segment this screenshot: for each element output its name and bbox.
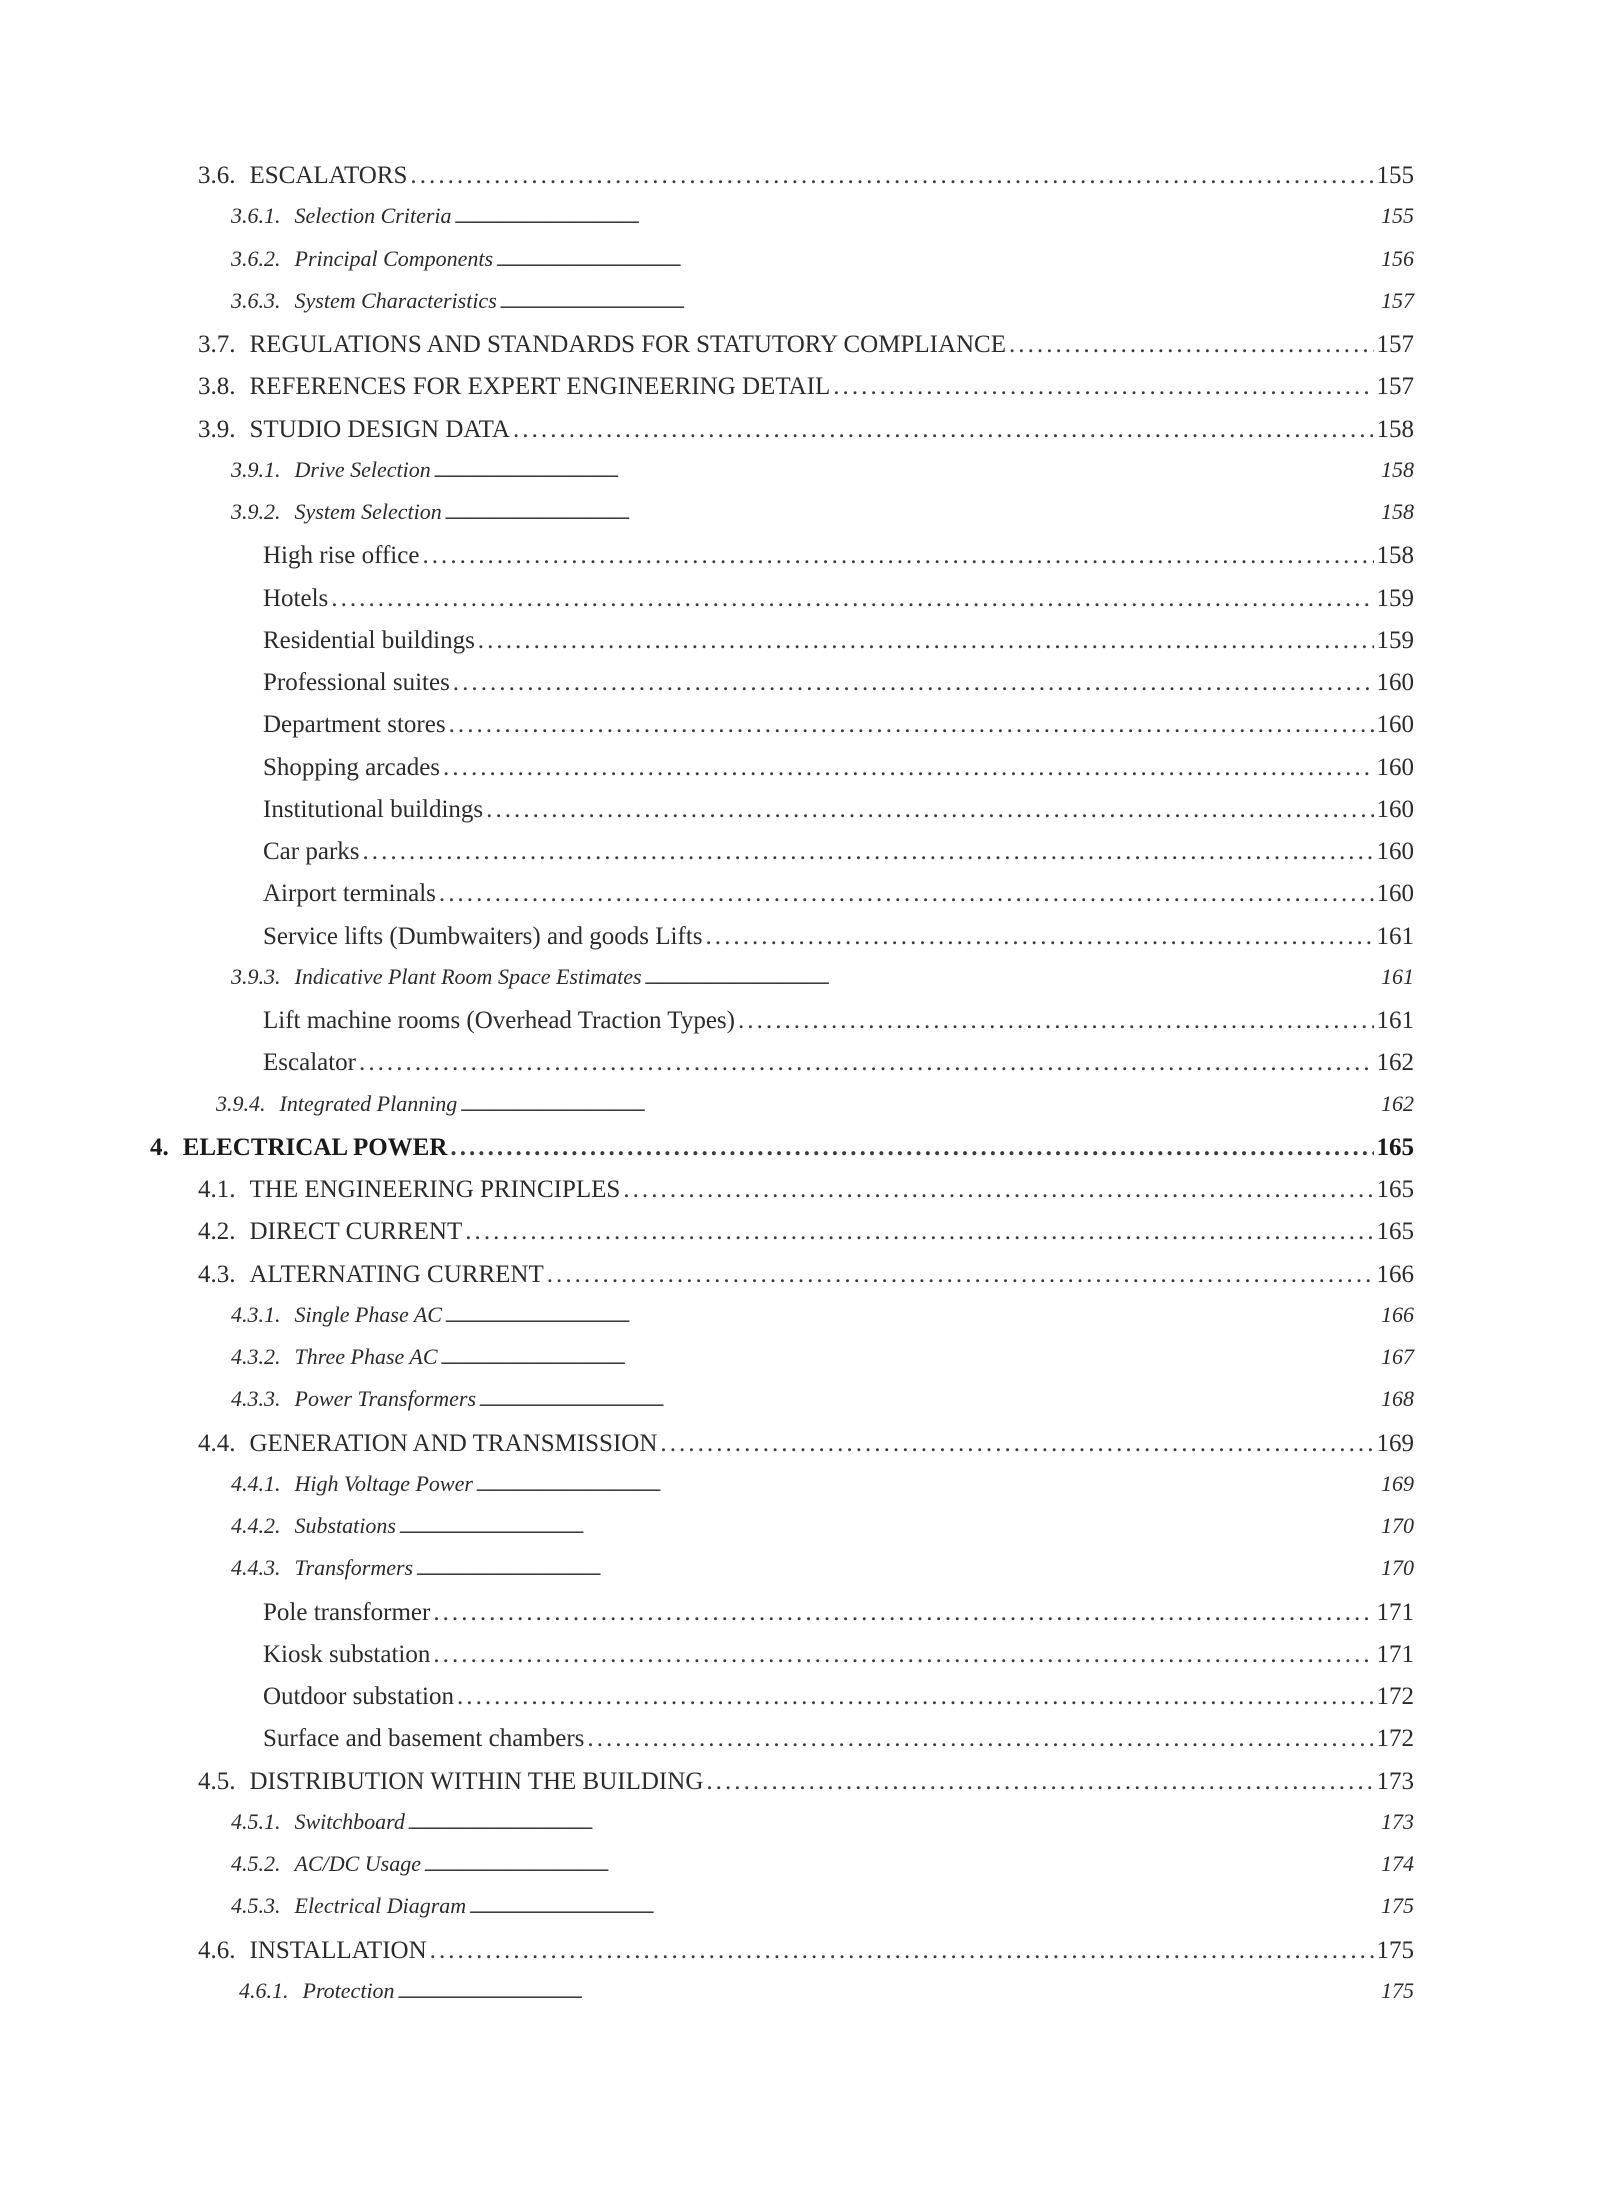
toc-entry-page-number: 170 <box>1381 1513 1414 1538</box>
toc-entry-page-number: 166 <box>1381 1301 1414 1327</box>
toc-entry[interactable] <box>198 1177 1414 1202</box>
toc-entry-page-number: 170 <box>1381 1555 1414 1581</box>
toc-entry-title: Escalator <box>263 1049 357 1077</box>
toc-entry-title: THE ENGINEERING PRINCIPLES <box>249 1176 621 1203</box>
toc-entry[interactable] <box>198 332 1414 357</box>
dot-leader <box>496 248 1378 270</box>
dot-leader <box>455 205 1378 227</box>
toc-entry[interactable] <box>263 543 1414 568</box>
toc-entry[interactable] <box>263 1726 1414 1751</box>
dot-leader <box>706 924 1374 949</box>
toc-entry[interactable] <box>263 839 1414 864</box>
toc-entry-title: Service lifts (Dumbwaiters) and goods Lifts <box>263 922 703 950</box>
toc-entry-title: Lift machine rooms (Overhead Traction Types) <box>263 1007 735 1034</box>
toc-entry-number: 4.6. <box>198 1936 236 1964</box>
dot-leader <box>587 1726 1373 1751</box>
toc-entry-page-number: 165 <box>1376 1133 1414 1161</box>
toc-entry[interactable] <box>263 586 1414 611</box>
toc-entry-title: Airport terminals <box>263 880 436 908</box>
toc-entry[interactable] <box>263 797 1414 822</box>
toc-entry-page-number: 160 <box>1376 669 1414 696</box>
toc-entry-title: DIRECT CURRENT <box>249 1218 463 1246</box>
dot-leader <box>738 1008 1374 1033</box>
toc-entry-page-number: 158 <box>1376 542 1414 570</box>
toc-entry[interactable] <box>263 1684 1414 1709</box>
dot-leader <box>457 1684 1374 1709</box>
toc-entry-page-number: 175 <box>1381 1977 1414 2003</box>
dot-leader <box>433 1642 1373 1667</box>
toc-entry-number: 3.9. <box>198 415 236 443</box>
toc-entry[interactable] <box>198 1219 1414 1244</box>
toc-entry-page-number: 160 <box>1376 711 1414 739</box>
toc-entry-page-number: 173 <box>1376 1767 1414 1795</box>
toc-entry-number: 4.1. <box>198 1176 236 1203</box>
dot-leader <box>479 1388 1378 1410</box>
toc-entry-title: Single Phase AC <box>294 1301 442 1327</box>
toc-entry[interactable] <box>231 245 1414 271</box>
toc-entry-title: Selection Criteria <box>294 203 452 229</box>
toc-entry-page-number: 171 <box>1376 1598 1414 1626</box>
dot-leader <box>433 1600 1373 1625</box>
toc-entry[interactable] <box>216 1090 1414 1116</box>
toc-entry-page-number: 174 <box>1381 1851 1414 1876</box>
toc-entry-title: Surface and basement chambers <box>263 1725 585 1753</box>
toc-entry-number: 3.7. <box>198 331 236 358</box>
toc-entry-page-number: 158 <box>1376 415 1414 443</box>
toc-entry-page-number: 160 <box>1376 795 1414 823</box>
toc-entry-page-number: 157 <box>1381 287 1414 313</box>
toc-entry[interactable] <box>198 163 1414 188</box>
toc-entry-page-number: 160 <box>1376 880 1414 908</box>
toc-entry-page-number: 158 <box>1381 456 1414 482</box>
toc-entry-page-number: 159 <box>1376 626 1414 654</box>
toc-entry-title: Hotels <box>263 584 329 612</box>
toc-entry-page-number: 168 <box>1381 1386 1414 1412</box>
toc-entry-title: REFERENCES FOR EXPERT ENGINEERING DETAIL <box>249 373 831 401</box>
toc-entry-number: 3.9.3. <box>231 963 281 989</box>
toc-entry[interactable] <box>231 1895 1414 1917</box>
toc-entry-page-number: 161 <box>1376 922 1414 950</box>
toc-entry-number: 3.9.1. <box>231 456 281 482</box>
dot-leader <box>443 755 1373 780</box>
dot-leader <box>445 1304 1378 1326</box>
toc-entry-title: Power Transformers <box>294 1386 477 1412</box>
toc-entry[interactable] <box>263 924 1414 949</box>
toc-entry-page-number: 175 <box>1376 1936 1414 1964</box>
toc-entry-number: 4.2. <box>198 1218 236 1246</box>
toc-entry-title: ELECTRICAL POWER <box>182 1133 448 1161</box>
toc-entry-title: Switchboard <box>294 1808 405 1834</box>
toc-entry-number: 3.8. <box>198 373 236 401</box>
toc-entry[interactable] <box>231 1853 1414 1875</box>
dot-leader <box>706 1769 1373 1794</box>
toc-entry-title: System Characteristics <box>294 287 497 313</box>
toc-entry-title: ALTERNATING CURRENT <box>249 1260 544 1288</box>
toc-entry-page-number: 175 <box>1381 1893 1414 1919</box>
toc-entry-number: 4. <box>150 1133 169 1161</box>
toc-entry-number: 4.3.3. <box>231 1386 281 1412</box>
toc-entry-page-number: 162 <box>1381 1090 1414 1116</box>
toc-entry-title: INSTALLATION <box>249 1936 427 1964</box>
dot-leader <box>449 712 1374 737</box>
dot-leader <box>410 163 1373 188</box>
toc-entry-title: Electrical Diagram <box>294 1893 467 1919</box>
toc-entry-page-number: 157 <box>1376 373 1414 401</box>
toc-entry[interactable] <box>239 1977 1414 2003</box>
toc-entry-title: DISTRIBUTION WITHIN THE BUILDING <box>249 1767 704 1795</box>
dot-leader <box>399 1515 1378 1537</box>
toc-entry-number: 4.5. <box>198 1767 236 1795</box>
toc-entry[interactable] <box>198 417 1414 442</box>
toc-entry-number: 4.5.3. <box>231 1893 281 1919</box>
toc-entry-number: 4.4.1. <box>231 1470 281 1496</box>
toc-entry-number: 3.6.2. <box>231 245 281 271</box>
toc-entry[interactable] <box>231 963 1414 989</box>
toc-entry-title: High rise office <box>263 542 420 570</box>
toc-entry[interactable] <box>263 755 1414 780</box>
toc-entry-number: 4.3. <box>198 1260 236 1288</box>
toc-entry-page-number: 155 <box>1381 203 1414 229</box>
toc-entry[interactable] <box>231 1470 1414 1496</box>
toc-entry-title: Professional suites <box>263 669 450 696</box>
dot-leader <box>460 1093 1378 1115</box>
toc-entry-number: 3.6.3. <box>231 287 281 313</box>
toc-entry-title: Institutional buildings <box>263 795 484 823</box>
dot-leader <box>408 1811 1378 1833</box>
toc-entry-page-number: 171 <box>1376 1640 1414 1668</box>
toc-entry-page-number: 172 <box>1376 1683 1414 1710</box>
toc-entry-number: 4.5.1. <box>231 1808 281 1834</box>
dot-leader <box>416 1557 1378 1579</box>
toc-entry[interactable] <box>263 628 1414 653</box>
toc-entry-number: 4.3.1. <box>231 1301 281 1327</box>
dot-leader <box>441 1346 1379 1368</box>
toc-entry-number: 3.9.4. <box>216 1090 266 1116</box>
dot-leader <box>478 628 1374 653</box>
toc-entry-page-number: 165 <box>1376 1218 1414 1246</box>
toc-entry-title: Kiosk substation <box>263 1640 431 1668</box>
toc-entry-title: Substations <box>294 1513 396 1538</box>
toc-entry-number: 4.3.2. <box>231 1344 281 1369</box>
toc-entry-title: Indicative Plant Room Space Estimates <box>294 963 642 989</box>
dot-leader <box>331 586 1373 611</box>
dot-leader <box>645 966 1378 988</box>
toc-entry[interactable] <box>198 374 1414 399</box>
dot-leader <box>450 1135 1373 1160</box>
toc-entry[interactable] <box>231 1557 1414 1579</box>
dot-leader <box>453 670 1374 695</box>
toc-entry-page-number: 162 <box>1376 1049 1414 1077</box>
dot-leader <box>422 543 1373 568</box>
toc-entry-number: 3.6.1. <box>231 203 281 229</box>
dot-leader <box>500 290 1378 312</box>
dot-leader <box>363 839 1374 864</box>
toc-entry-title: Three Phase AC <box>294 1344 438 1369</box>
toc-entry-page-number: 158 <box>1381 499 1414 524</box>
toc-entry[interactable] <box>231 1346 1414 1368</box>
toc-entry-page-number: 169 <box>1381 1470 1414 1496</box>
toc-entry[interactable] <box>198 1431 1414 1456</box>
dot-leader <box>476 1473 1378 1495</box>
dot-leader <box>1009 332 1374 357</box>
dot-leader <box>430 1938 1374 1963</box>
toc-entry-title: Outdoor substation <box>263 1683 454 1710</box>
toc-entry[interactable] <box>231 1515 1414 1537</box>
toc-entry-page-number: 160 <box>1376 753 1414 781</box>
toc-entry-title: Car parks <box>263 838 360 865</box>
dot-leader <box>398 1980 1378 2002</box>
toc-entry-title: Integrated Planning <box>279 1090 458 1116</box>
toc-entry-page-number: 167 <box>1381 1344 1414 1369</box>
toc-entry-title: STUDIO DESIGN DATA <box>249 415 510 443</box>
toc-entry-title: Pole transformer <box>263 1598 431 1626</box>
dot-leader <box>513 417 1374 442</box>
dot-leader <box>486 797 1373 822</box>
toc-entry-title: Protection <box>302 1977 395 2003</box>
toc-entry[interactable] <box>263 1600 1414 1625</box>
toc-entry-page-number: 166 <box>1376 1260 1414 1288</box>
toc-entry[interactable] <box>263 1008 1414 1033</box>
toc-entry-title: Principal Components <box>294 245 494 271</box>
toc-entry[interactable] <box>231 205 1414 227</box>
dot-leader <box>623 1177 1373 1202</box>
toc-entry-page-number: 157 <box>1376 331 1414 358</box>
toc-entry-page-number: 169 <box>1376 1429 1414 1457</box>
toc-entry[interactable] <box>231 501 1414 523</box>
toc-entry-number: 4.5.2. <box>231 1851 281 1876</box>
dot-leader <box>833 374 1373 399</box>
dot-leader <box>660 1431 1373 1456</box>
toc-entry[interactable] <box>231 1301 1414 1327</box>
toc-entry-title: Shopping arcades <box>263 753 441 781</box>
dot-leader <box>359 1050 1373 1075</box>
toc-entry-number: 3.6. <box>198 162 236 189</box>
toc-entry[interactable] <box>263 1642 1414 1667</box>
toc-entry-title: AC/DC Usage <box>294 1851 421 1876</box>
toc-entry-page-number: 160 <box>1376 838 1414 865</box>
dot-leader <box>547 1262 1374 1287</box>
toc-entry-page-number: 155 <box>1376 162 1414 189</box>
toc-entry[interactable] <box>263 712 1414 737</box>
toc-entry-title: System Selection <box>294 499 442 524</box>
toc-entry[interactable] <box>263 1050 1414 1075</box>
toc-entry-title: Drive Selection <box>294 456 431 482</box>
toc-entry[interactable] <box>198 1262 1414 1287</box>
dot-leader <box>424 1853 1378 1875</box>
toc-entry-title: GENERATION AND TRANSMISSION <box>249 1429 658 1457</box>
toc-entry-page-number: 172 <box>1376 1725 1414 1753</box>
toc-entry-page-number: 156 <box>1381 245 1414 271</box>
dot-leader <box>465 1219 1373 1244</box>
toc-entry[interactable] <box>231 1808 1414 1834</box>
toc-entry-number: 3.9.2. <box>231 499 281 524</box>
toc-entry-number: 4.4. <box>198 1429 236 1457</box>
toc-entry-page-number: 159 <box>1376 584 1414 612</box>
dot-leader <box>439 881 1374 906</box>
toc-entry-number: 4.6.1. <box>239 1977 289 2003</box>
toc-entry-number: 4.4.2. <box>231 1513 281 1538</box>
toc-entry[interactable] <box>150 1135 1414 1160</box>
toc-entry[interactable] <box>231 456 1414 482</box>
toc-entry[interactable] <box>231 1388 1414 1410</box>
toc-entry[interactable] <box>198 1938 1414 1963</box>
toc-entry-title: High Voltage Power <box>294 1470 473 1496</box>
toc-entry[interactable] <box>198 1769 1414 1794</box>
toc-entry[interactable] <box>231 287 1414 313</box>
toc-entry-title: REGULATIONS AND STANDARDS FOR STATUTORY COMPLIANCE <box>249 331 1006 358</box>
toc-entry[interactable] <box>263 881 1414 906</box>
toc-entry-title: Department stores <box>263 711 446 739</box>
toc-entry-page-number: 161 <box>1381 963 1414 989</box>
toc-entry[interactable] <box>263 670 1414 695</box>
toc-entry-page-number: 161 <box>1376 1007 1414 1034</box>
dot-leader <box>469 1895 1378 1917</box>
toc-entry-page-number: 173 <box>1381 1808 1414 1834</box>
toc-entry-page-number: 165 <box>1376 1176 1414 1203</box>
toc-entry-title: Transformers <box>294 1555 414 1581</box>
dot-leader <box>434 459 1378 481</box>
toc-entry-number: 4.4.3. <box>231 1555 281 1581</box>
toc-entry-title: Residential buildings <box>263 626 475 654</box>
dot-leader <box>445 501 1378 523</box>
toc-entry-title: ESCALATORS <box>249 162 408 189</box>
